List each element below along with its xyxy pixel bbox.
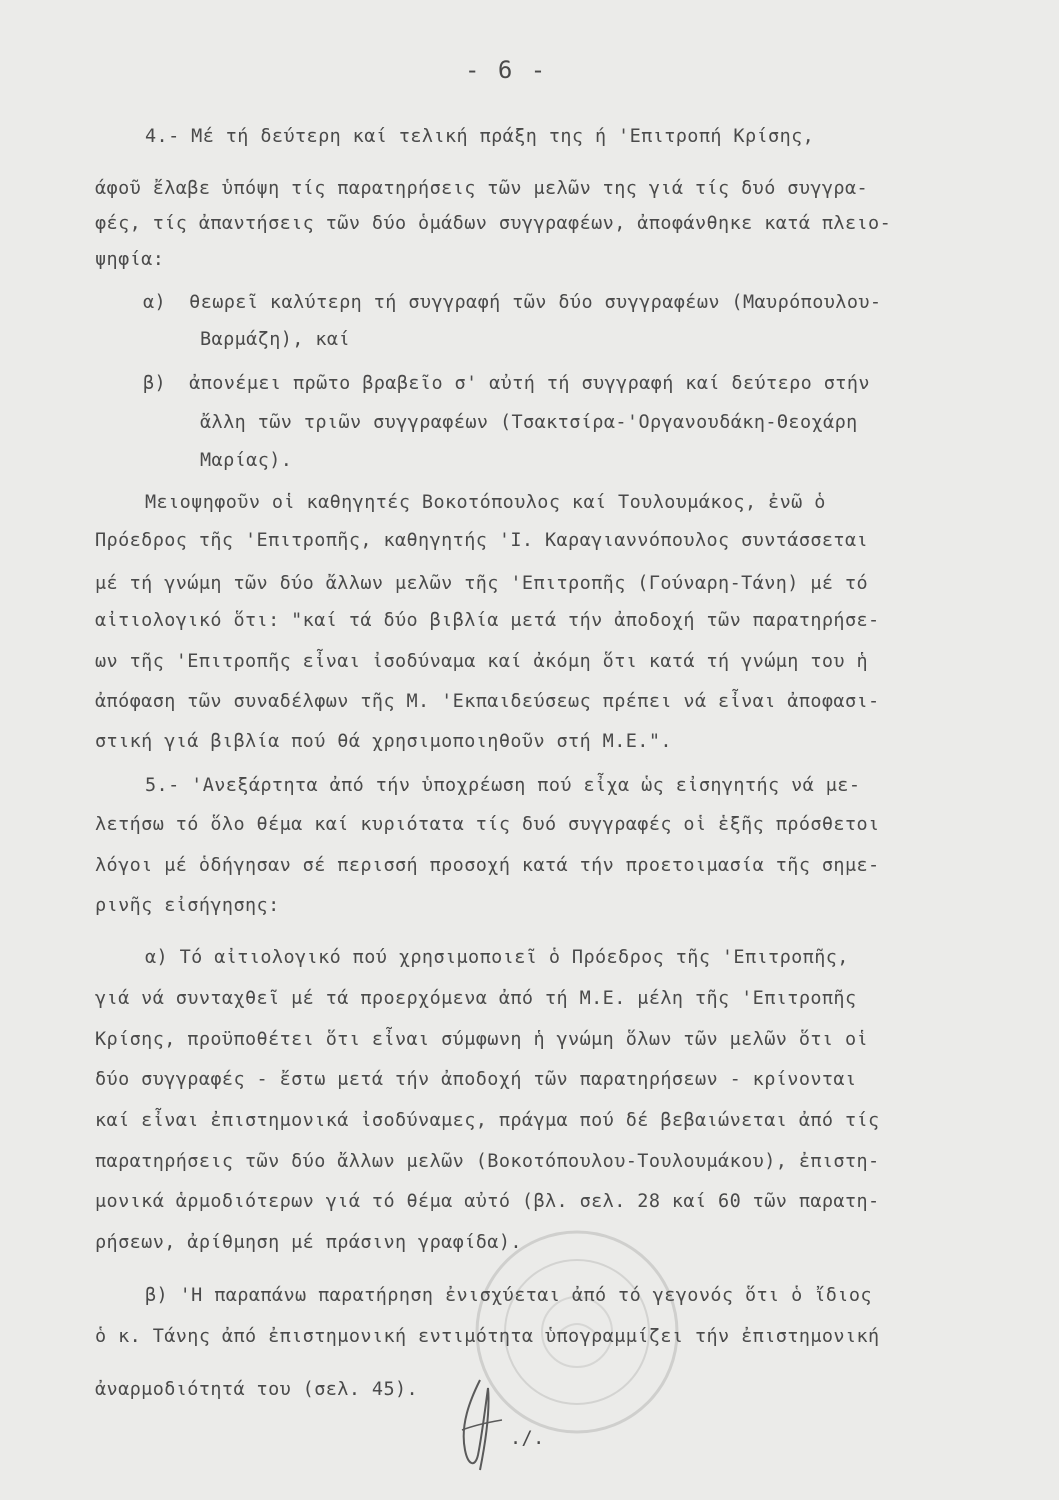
- text-line-2: άφοῦ ἔλαβε ὑπόψη τίς παρατηρήσεις τῶν μελῶν της γιά τίς δυό συγγρα-: [95, 178, 869, 199]
- text-line-31: ἀναρμοδιότητά του (σελ. 45).: [95, 1379, 419, 1400]
- text-line-26: παρατηρήσεις τῶν δύο ἄλλων μελῶν (Βοκοτόπουλου-Τουλουμάκου), ἐπιστη-: [95, 1151, 880, 1172]
- text-line-29: β) 'Η παραπάνω παρατήρηση ἐνισχύεται ἀπό τό γεγονός ὅτι ὁ ἴδιος: [145, 1285, 872, 1306]
- text-line-7: β) ἀπονέμει πρῶτο βραβεῖο σ' αὐτή τή συγγραφή καί δεύτερο στήν: [143, 373, 870, 394]
- text-line-9: Μαρίας).: [200, 450, 293, 471]
- text-line-18: λετήσω τό ὅλο θέμα καί κυριότατα τίς δυό συγγραφές οἱ ἑξῆς πρόσθετοι: [95, 814, 880, 835]
- text-line-6: Βαρμάζη), καί: [200, 329, 350, 350]
- text-line-25: καί εἶναι ἐπιστημονικά ἰσοδύναμες, πράγμα πού δέ βεβαιώνεται ἀπό τίς: [95, 1110, 880, 1131]
- text-line-19: λόγοι μέ ὁδήγησαν σέ περισσή προσοχή κατά τήν προετοιμασία τῆς σημε-: [95, 855, 880, 876]
- text-line-15: ἀπόφαση τῶν συναδέλφων τῆς Μ. 'Εκπαιδεύσεως πρέπει νά εἶναι ἀποφασι-: [95, 691, 880, 712]
- text-line-17: 5.- 'Ανεξάρτητα ἀπό τήν ὑποχρέωση πού εἶχα ὡς εἰσηγητής νά με-: [145, 775, 861, 796]
- text-line-24: δύο συγγραφές - ἔστω μετά τήν ἀποδοχή τῶν παρατηρήσεων - κρίνονται: [95, 1069, 857, 1090]
- text-line-3: φές, τίς ἀπαντήσεις τῶν δύο ὁμάδων συγγραφέων, ἀποφάνθηκε κατά πλειο-: [95, 213, 892, 234]
- text-line-1: 4.- Μέ τή δεύτερη καί τελική πράξη της ή 'Επιτροπή Κρίσης,: [145, 126, 815, 147]
- text-line-11: Πρόεδρος τῆς 'Επιτροπῆς, καθηγητής 'Ι. Καραγιαννόπουλος συντάσσεται: [95, 530, 869, 551]
- text-line-5: α) θεωρεῖ καλύτερη τή συγγραφή τῶν δύο συγγραφέων (Μαυρόπουλου-: [143, 292, 882, 313]
- continuation-mark: ./.: [510, 1428, 545, 1449]
- page-number: - 6 -: [465, 56, 548, 84]
- text-line-28: ρήσεων, ἀρίθμηση μέ πράσινη γραφίδα).: [95, 1232, 522, 1253]
- text-line-4: ψηφία:: [95, 249, 165, 270]
- handwritten-signature: [440, 1370, 560, 1480]
- text-line-23: Κρίσης, προϋποθέτει ὅτι εἶναι σύμφωνη ἡ γνώμη ὅλων τῶν μελῶν ὅτι οἱ: [95, 1029, 869, 1050]
- text-line-20: ρινῆς εἰσήγησης:: [95, 895, 280, 916]
- text-line-14: ων τῆς 'Επιτροπῆς εἶναι ἰσοδύναμα καί ἀκόμη ὅτι κατά τή γνώμη του ἡ: [95, 651, 869, 672]
- text-line-10: Μειοψηφοῦν οἱ καθηγητές Βοκοτόπουλος καί Τουλουμάκος, ἐνῶ ὁ: [145, 492, 826, 513]
- text-line-16: στική γιά βιβλία πού θά χρησιμοποιηθοῦν στή Μ.Ε.".: [95, 731, 672, 752]
- text-line-30: ὁ κ. Τάνης ἀπό ἐπιστημονική εντιμότητα ὑπογραμμίζει τήν ἐπιστημονική: [95, 1326, 880, 1347]
- text-line-21: α) Τό αἰτιολογικό πού χρησιμοποιεῖ ὁ Πρόεδρος τῆς 'Επιτροπῆς,: [145, 947, 849, 968]
- text-line-8: ἄλλη τῶν τριῶν συγγραφέων (Τσακτσίρα-'Οργανουδάκη-Θεοχάρη: [200, 412, 858, 433]
- text-line-13: αἰτιολογικό ὅτι: "καί τά δύο βιβλία μετά τήν ἀποδοχή τῶν παρατηρήσε-: [95, 610, 880, 631]
- text-line-22: γιά νά συνταχθεῖ μέ τά προερχόμενα ἀπό τή Μ.Ε. μέλη τῆς 'Επιτροπῆς: [95, 988, 857, 1009]
- text-line-27: μονικά ἁρμοδιότερων γιά τό θέμα αὐτό (βλ. σελ. 28 καί 60 τῶν παρατη-: [95, 1191, 880, 1212]
- text-line-12: μέ τή γνώμη τῶν δύο ἄλλων μελῶν τῆς 'Επιτροπῆς (Γούναρη-Τάνη) μέ τό: [95, 573, 869, 594]
